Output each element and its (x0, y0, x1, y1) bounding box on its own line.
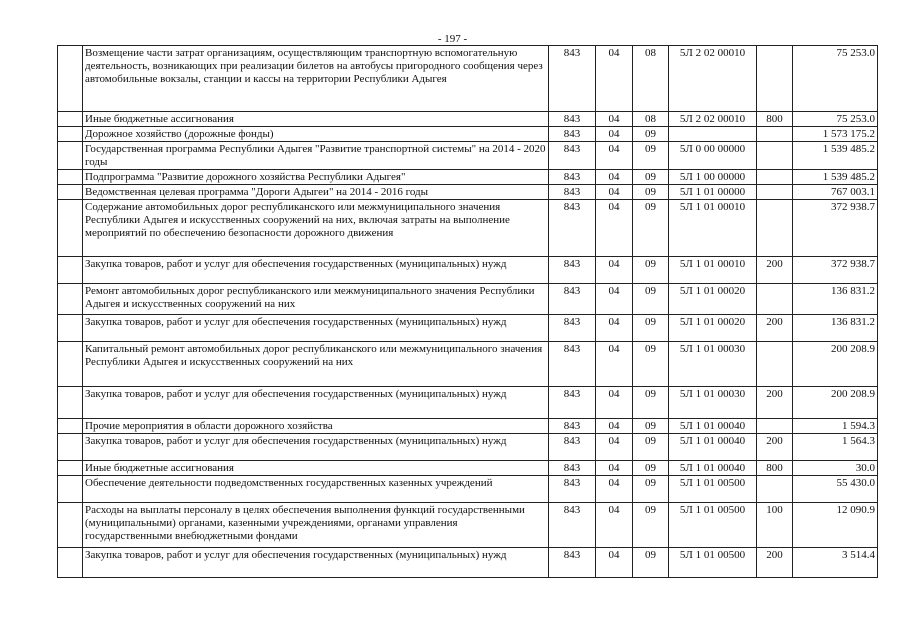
row-ved-code: 843 (549, 142, 596, 170)
row-amount: 55 430.0 (793, 476, 878, 503)
row-amount: 1 539 485.2 (793, 142, 878, 170)
row-name: Закупка товаров, работ и услуг для обеспечения государственных (муниципальных) нужд (83, 315, 549, 342)
budget-table (57, 45, 878, 578)
row-name: Иные бюджетные ассигнования (83, 461, 549, 476)
row-name: Подпрограмма "Развитие дорожного хозяйства Республики Адыгея" (83, 170, 549, 185)
row-name: Закупка товаров, работ и услуг для обеспечения государственных (муниципальных) нужд (83, 387, 549, 419)
table-row (58, 419, 878, 434)
row-ved-code: 843 (549, 434, 596, 461)
row-name: Ремонт автомобильных дорог республиканского или межмуниципального значения Республики Адыгея и искусственных сооружений на них (83, 284, 549, 315)
row-amount: 30.0 (793, 461, 878, 476)
row-section-code: 04 (596, 387, 633, 419)
row-expense-type (757, 342, 793, 387)
row-margin-cell (58, 387, 83, 419)
row-subsection-code: 09 (633, 185, 669, 200)
row-target-article: 5Л 1 01 00020 (669, 284, 757, 315)
row-ved-code: 843 (549, 419, 596, 434)
row-amount: 1 573 175.2 (793, 127, 878, 142)
row-subsection-code: 09 (633, 284, 669, 315)
row-amount: 200 208.9 (793, 387, 878, 419)
row-section-code: 04 (596, 257, 633, 284)
row-amount: 1 539 485.2 (793, 170, 878, 185)
row-margin-cell (58, 257, 83, 284)
row-target-article: 5Л 1 01 00010 (669, 257, 757, 284)
row-expense-type (757, 476, 793, 503)
row-target-article (669, 127, 757, 142)
row-section-code: 04 (596, 46, 633, 112)
row-subsection-code: 09 (633, 127, 669, 142)
row-amount: 372 938.7 (793, 257, 878, 284)
row-ved-code: 843 (549, 127, 596, 142)
row-amount: 75 253.0 (793, 46, 878, 112)
row-expense-type (757, 127, 793, 142)
table-row (58, 112, 878, 127)
row-section-code: 04 (596, 476, 633, 503)
page-number: - 197 - (437, 33, 468, 45)
table-row (58, 257, 878, 284)
table-row (58, 185, 878, 200)
row-target-article: 5Л 1 01 00500 (669, 503, 757, 548)
row-amount: 12 090.9 (793, 503, 878, 548)
table-row (58, 142, 878, 170)
row-name: Закупка товаров, работ и услуг для обеспечения государственных (муниципальных) нужд (83, 548, 549, 578)
row-margin-cell (58, 434, 83, 461)
row-section-code: 04 (596, 127, 633, 142)
table-row (58, 461, 878, 476)
row-margin-cell (58, 342, 83, 387)
row-ved-code: 843 (549, 46, 596, 112)
table-row (58, 315, 878, 342)
row-amount: 1 594.3 (793, 419, 878, 434)
table-row (58, 46, 878, 112)
row-margin-cell (58, 127, 83, 142)
row-target-article: 5Л 2 02 00010 (669, 46, 757, 112)
table-row (58, 342, 878, 387)
row-name: Капитальный ремонт автомобильных дорог республиканского или межмуниципального значения Республики Адыгея и искусственных сооружений на них (83, 342, 549, 387)
table-row (58, 170, 878, 185)
row-subsection-code: 09 (633, 461, 669, 476)
row-target-article: 5Л 1 01 00000 (669, 185, 757, 200)
row-margin-cell (58, 315, 83, 342)
row-margin-cell (58, 185, 83, 200)
row-margin-cell (58, 200, 83, 257)
row-section-code: 04 (596, 419, 633, 434)
row-name: Закупка товаров, работ и услуг для обеспечения государственных (муниципальных) нужд (83, 257, 549, 284)
row-subsection-code: 09 (633, 170, 669, 185)
row-subsection-code: 09 (633, 142, 669, 170)
row-margin-cell (58, 46, 83, 112)
row-expense-type: 200 (757, 434, 793, 461)
row-margin-cell (58, 112, 83, 127)
row-section-code: 04 (596, 284, 633, 315)
row-margin-cell (58, 476, 83, 503)
row-ved-code: 843 (549, 315, 596, 342)
row-amount: 3 514.4 (793, 548, 878, 578)
row-expense-type (757, 170, 793, 185)
table-row (58, 127, 878, 142)
row-target-article: 5Л 2 02 00010 (669, 112, 757, 127)
row-name: Прочие мероприятия в области дорожного хозяйства (83, 419, 549, 434)
row-expense-type (757, 284, 793, 315)
row-subsection-code: 09 (633, 434, 669, 461)
row-subsection-code: 09 (633, 315, 669, 342)
row-name: Расходы на выплаты персоналу в целях обеспечения выполнения функций государственными (муниципальными) органами, казенными учреждениями, органами управления государственными внебюджетными фондами (83, 503, 549, 548)
table-row (58, 284, 878, 315)
row-margin-cell (58, 548, 83, 578)
row-margin-cell (58, 284, 83, 315)
row-target-article: 5Л 1 01 00030 (669, 387, 757, 419)
table-row (58, 200, 878, 257)
row-expense-type: 200 (757, 387, 793, 419)
table-row (58, 476, 878, 503)
row-expense-type: 200 (757, 257, 793, 284)
row-subsection-code: 09 (633, 387, 669, 419)
row-subsection-code: 08 (633, 112, 669, 127)
row-margin-cell (58, 142, 83, 170)
row-expense-type (757, 46, 793, 112)
row-ved-code: 843 (549, 387, 596, 419)
row-section-code: 04 (596, 461, 633, 476)
row-ved-code: 843 (549, 185, 596, 200)
row-target-article: 5Л 1 01 00010 (669, 200, 757, 257)
row-section-code: 04 (596, 142, 633, 170)
row-ved-code: 843 (549, 342, 596, 387)
row-ved-code: 843 (549, 548, 596, 578)
row-section-code: 04 (596, 185, 633, 200)
row-subsection-code: 09 (633, 503, 669, 548)
row-section-code: 04 (596, 548, 633, 578)
row-target-article: 5Л 1 01 00030 (669, 342, 757, 387)
row-name: Ведомственная целевая программа "Дороги Адыгеи" на 2014 - 2016 годы (83, 185, 549, 200)
row-ved-code: 843 (549, 476, 596, 503)
row-section-code: 04 (596, 434, 633, 461)
row-margin-cell (58, 461, 83, 476)
row-target-article: 5Л 0 00 00000 (669, 142, 757, 170)
row-target-article: 5Л 1 01 00500 (669, 548, 757, 578)
row-expense-type: 800 (757, 461, 793, 476)
row-target-article: 5Л 1 01 00020 (669, 315, 757, 342)
row-name: Иные бюджетные ассигнования (83, 112, 549, 127)
row-margin-cell (58, 170, 83, 185)
row-amount: 372 938.7 (793, 200, 878, 257)
row-ved-code: 843 (549, 503, 596, 548)
row-ved-code: 843 (549, 170, 596, 185)
row-target-article: 5Л 1 01 00040 (669, 419, 757, 434)
row-name: Закупка товаров, работ и услуг для обеспечения государственных (муниципальных) нужд (83, 434, 549, 461)
row-expense-type (757, 200, 793, 257)
row-ved-code: 843 (549, 461, 596, 476)
row-name: Возмещение части затрат организациям, осуществляющим транспортную вспомогательную деятельность, возникающих при реализации билетов на автобусы пригородного сообщения через автомобильные вокзалы, станции и кассы на территории Республики Адыгея (83, 46, 549, 112)
row-amount: 200 208.9 (793, 342, 878, 387)
row-expense-type: 100 (757, 503, 793, 548)
row-margin-cell (58, 419, 83, 434)
row-expense-type: 200 (757, 315, 793, 342)
table-row (58, 434, 878, 461)
table-row (58, 387, 878, 419)
row-section-code: 04 (596, 200, 633, 257)
row-section-code: 04 (596, 112, 633, 127)
row-target-article: 5Л 1 00 00000 (669, 170, 757, 185)
row-expense-type: 200 (757, 548, 793, 578)
row-name: Обеспечение деятельности подведомственных государственных казенных учреждений (83, 476, 549, 503)
row-subsection-code: 08 (633, 46, 669, 112)
row-amount: 136 831.2 (793, 315, 878, 342)
row-amount: 1 564.3 (793, 434, 878, 461)
row-subsection-code: 09 (633, 419, 669, 434)
row-subsection-code: 09 (633, 476, 669, 503)
row-subsection-code: 09 (633, 342, 669, 387)
row-target-article: 5Л 1 01 00500 (669, 476, 757, 503)
table-row (58, 548, 878, 578)
row-subsection-code: 09 (633, 257, 669, 284)
row-expense-type: 800 (757, 112, 793, 127)
row-subsection-code: 09 (633, 548, 669, 578)
row-amount: 136 831.2 (793, 284, 878, 315)
row-target-article: 5Л 1 01 00040 (669, 461, 757, 476)
row-expense-type (757, 419, 793, 434)
row-ved-code: 843 (549, 112, 596, 127)
row-ved-code: 843 (549, 257, 596, 284)
row-section-code: 04 (596, 342, 633, 387)
row-target-article: 5Л 1 01 00040 (669, 434, 757, 461)
row-expense-type (757, 185, 793, 200)
row-section-code: 04 (596, 503, 633, 548)
row-section-code: 04 (596, 170, 633, 185)
row-amount: 75 253.0 (793, 112, 878, 127)
row-name: Содержание автомобильных дорог республиканского или межмуниципального значения Республики Адыгея и искусственных сооружений на них, включая затраты на выполнение мероприятий по обеспечению безопасности дорожного движения (83, 200, 549, 257)
row-name: Государственная программа Республики Адыгея "Развитие транспортной системы" на 2014 - 2020 годы (83, 142, 549, 170)
row-ved-code: 843 (549, 284, 596, 315)
row-amount: 767 003.1 (793, 185, 878, 200)
row-section-code: 04 (596, 315, 633, 342)
row-subsection-code: 09 (633, 200, 669, 257)
table-row (58, 503, 878, 548)
table-body (58, 46, 878, 578)
row-margin-cell (58, 503, 83, 548)
row-expense-type (757, 142, 793, 170)
row-ved-code: 843 (549, 200, 596, 257)
row-name: Дорожное хозяйство (дорожные фонды) (83, 127, 549, 142)
